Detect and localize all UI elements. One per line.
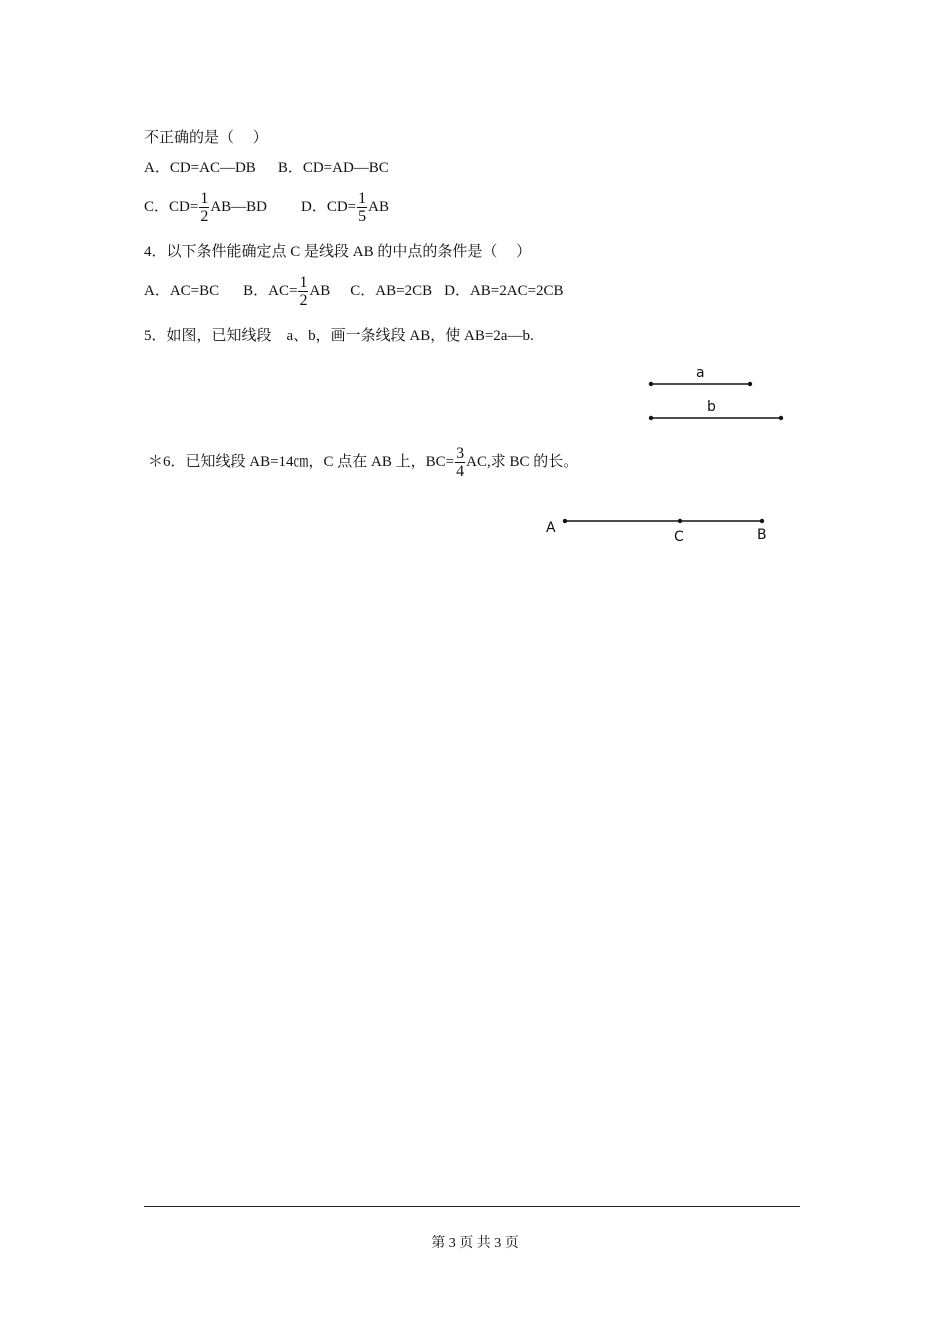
q4-option-a: A．AC=BC	[144, 282, 220, 299]
segment-a-label: a	[696, 365, 705, 381]
point-a	[563, 519, 567, 523]
q4-option-d: D．AB=2AC=2CB	[444, 282, 564, 299]
point-a-label: A	[546, 520, 556, 536]
q3-option-a: A．CD=AC—DB	[144, 160, 256, 176]
q6-stem-prefix: ＊6．已知线段 AB=14㎝，C 点在 AB 上，BC=	[148, 453, 455, 470]
point-c	[678, 519, 682, 523]
point-b	[760, 519, 764, 523]
q6-stem	[148, 445, 578, 480]
q4-option-b-fraction	[298, 274, 308, 309]
q3-option-d-suffix: AB	[368, 198, 389, 215]
q4-option-b-suffix: AB	[309, 282, 331, 299]
q3-options-row2	[144, 190, 389, 225]
segment-b-endpoint-left	[649, 416, 653, 420]
q6-segment-diagram	[540, 508, 780, 548]
q5-stem: 5．如图，已知线段 a、b，画一条线段 AB，使 AB=2a—b.	[144, 328, 534, 344]
q3-option-c-fraction	[199, 190, 209, 225]
fraction-numerator: 3	[456, 445, 465, 462]
q6-stem-suffix: AC,求 BC 的长。	[466, 453, 579, 470]
segment-a-endpoint-left	[649, 382, 653, 386]
segment-a-endpoint-right	[748, 382, 752, 386]
q4-option-c: C．AB=2CB	[350, 282, 433, 299]
q5-segments-diagram	[640, 360, 800, 430]
q3-option-b: B．CD=AD—BC	[277, 160, 389, 176]
q6-fraction	[455, 445, 465, 480]
page-number: 第 3 页 共 3 页	[431, 1236, 519, 1251]
segment-b-label: b	[707, 399, 716, 415]
fraction-denominator: 4	[456, 463, 465, 480]
fraction-numerator: 1	[299, 274, 308, 291]
point-b-label: B	[757, 527, 767, 543]
q3-option-d-prefix: D．CD=	[301, 198, 357, 215]
fraction-denominator: 2	[200, 208, 209, 225]
q3-option-c-prefix: C．CD=	[144, 198, 199, 215]
point-c-label: C	[674, 529, 684, 545]
segment-b-endpoint-right	[779, 416, 783, 420]
fraction-denominator: 2	[299, 292, 308, 309]
q3-stem: 不正确的是（ ）	[144, 130, 268, 146]
footer-divider	[144, 1206, 800, 1207]
q4-option-b-prefix: B．AC=	[243, 282, 298, 299]
q4-options	[144, 274, 564, 309]
q4-stem: 4．以下条件能确定点 C 是线段 AB 的中点的条件是（ ）	[144, 244, 532, 260]
q3-option-c-suffix: AB—BD	[210, 198, 267, 215]
fraction-numerator: 1	[200, 190, 209, 207]
fraction-denominator: 5	[358, 208, 367, 225]
q3-options-row1	[144, 158, 389, 178]
fraction-numerator: 1	[358, 190, 367, 207]
q3-option-d-fraction	[357, 190, 367, 225]
